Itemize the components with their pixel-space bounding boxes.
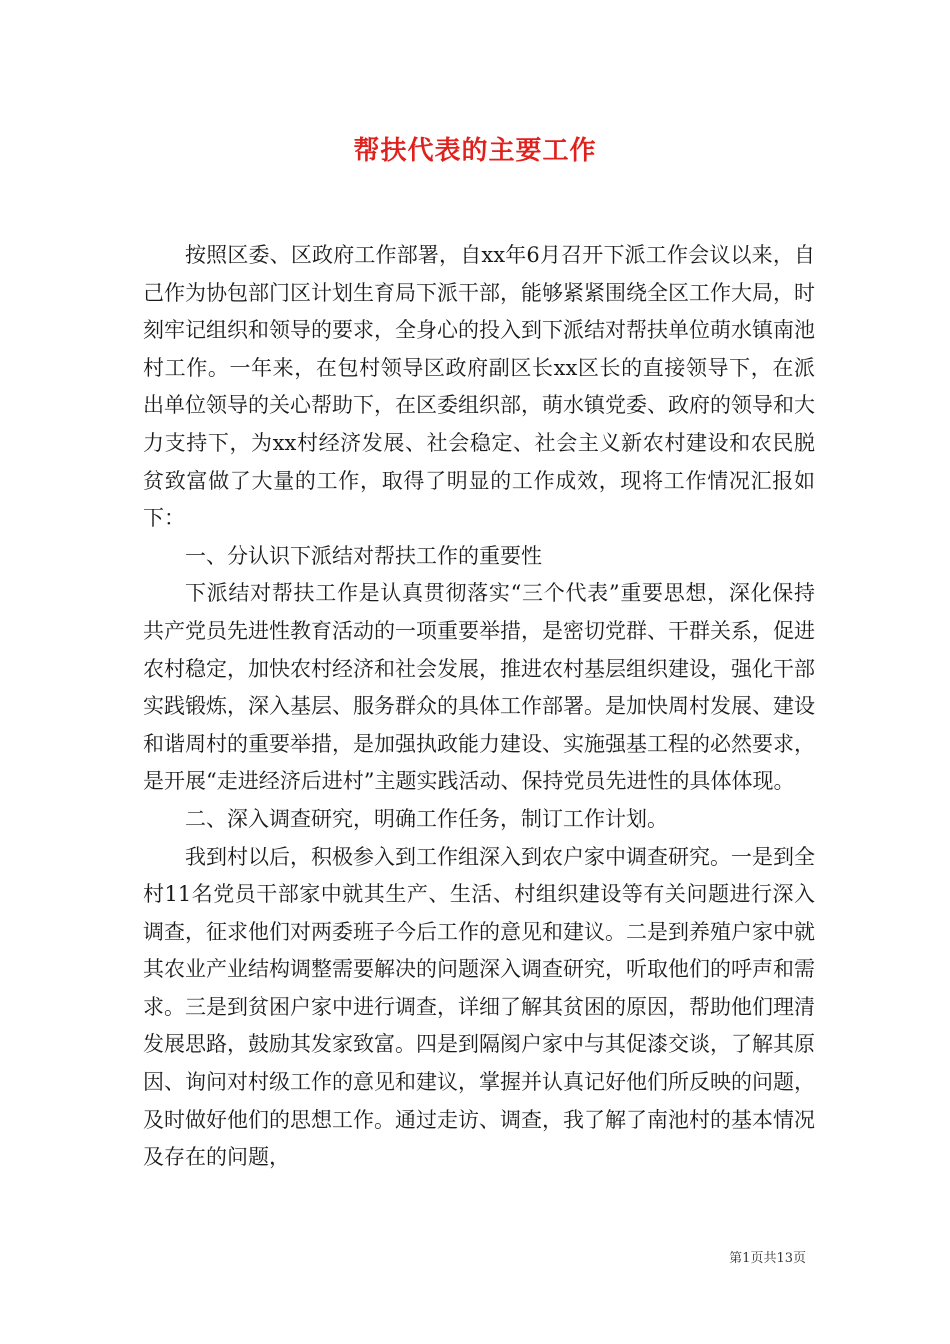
paragraph-section-2: 我到村以后，积极参入到工作组深入到农户家中调查研究。一是到全村11名党员干部家中就其生产、生活、村组织建设等有关问题进行深入调查，征求他们对两委班子今后工作的意见和建议。二是到养殖户家中就其农业产业结构调整需要解决的问题深入调查研究，听取他们的呼声和需求。三是到贫困户家中进行调查，详细了解其贫困的原因，帮助他们理清发展思路，鼓励其发家致富。四是到隔阂户家中与其促漆交谈，了解其原因、询问对村级工作的意见和建议，掌握并认真记好他们所反映的问题，及时做好他们的思想工作。通过走访、调查，我了解了南池村的基本情况及存在的问题， <box>143 844 815 1170</box>
paragraph-intro: 按照区委、区政府工作部署，自xx年6月召开下派工作会议以来，自己作为协包部门区计划生育局下派干部，能够紧紧围绕全区工作大局，时刻牢记组织和领导的要求，全身心的投入到下派结对帮扶单位萌水镇南池村工作。一年来，在包村领导区政府副区长xx区长的直接领导下，在派出单位领导的关心帮助下，在区委组织部，萌水镇党委、政府的领导和大力支持下，为xx村经济发展、社会稳定、社会主义新农村建设和农民脱贫致富做了大量的工作，取得了明显的工作成效，现将工作情况汇报如下： <box>143 243 815 531</box>
paragraph-section-1: 下派结对帮扶工作是认真贯彻落实“三个代表”重要思想，深化保持共产党员先进性教育活动的一项重要举措，是密切党群、干群关系，促进农村稳定，加快农村经济和社会发展，推进农村基层组织建设，强化干部实践锻炼，深入基层、服务群众的具体工作部署。是加快周村发展、建设和谐周村的重要举措，是加强执政能力建设、实施强基工程的必然要求，是开展“走进经济后进村”主题实践活动、保持党员先进性的具体体现。 <box>143 581 815 794</box>
section-heading-2: 二、深入调查研究，明确工作任务，制订工作计划。 <box>185 806 668 831</box>
document-body <box>143 237 815 1177</box>
section-heading-1: 一、分认识下派结对帮扶工作的重要性 <box>185 543 542 568</box>
document-title: 帮扶代表的主要工作 <box>353 136 597 166</box>
page-number-footer: 第1页共13页 <box>729 1251 806 1266</box>
